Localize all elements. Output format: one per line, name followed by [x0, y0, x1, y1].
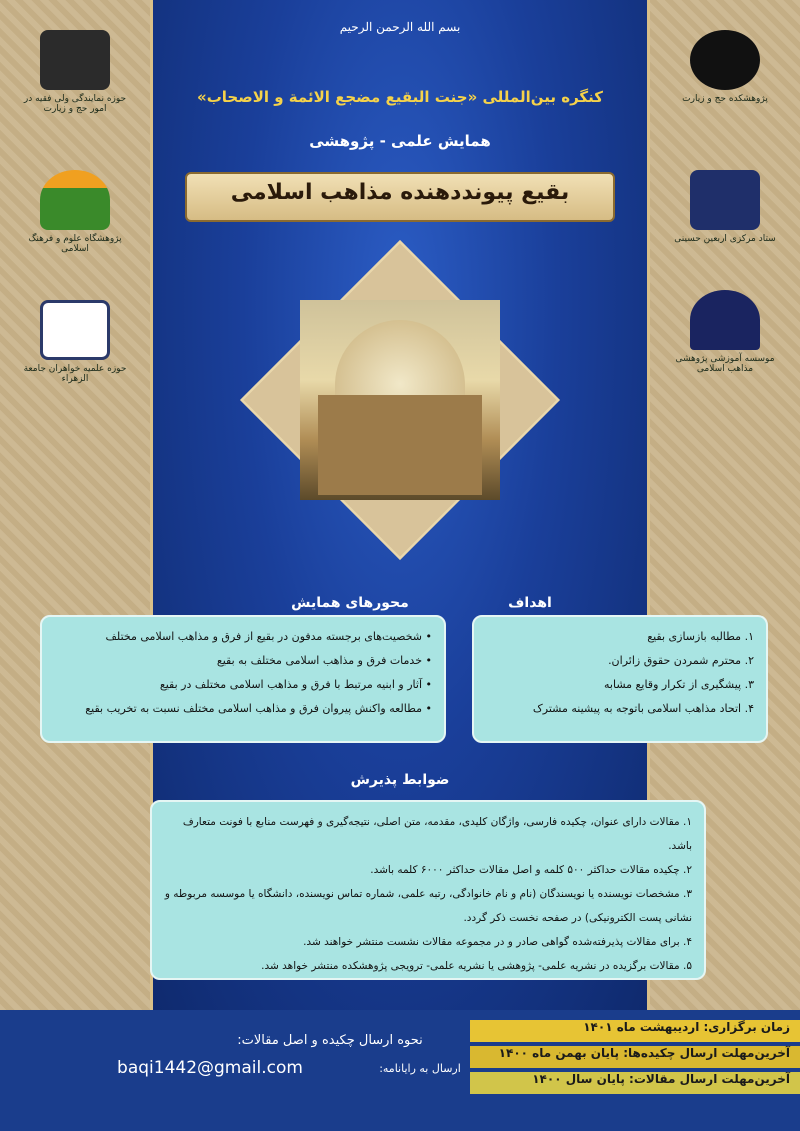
logo-islamic-schools	[670, 290, 780, 390]
condition-item: ۲. چکیده مقالات حداکثر ۵۰۰ کلمه و اصل مقالات حداکثر ۶۰۰۰ کلمه باشد.	[370, 864, 692, 876]
axis-item: • آثار و ابنیه مرتبط با فرق و مذاهب اسلامی مختلف در بقیع	[159, 678, 432, 691]
building-shape	[318, 395, 482, 495]
book-sun-icon	[40, 170, 110, 230]
kaaba-icon	[690, 30, 760, 90]
date-label: آخرین‌مهلت ارسال چکیده‌ها:	[623, 1046, 790, 1060]
goal-item: ۱. مطالبه بازسازی بقیع	[647, 630, 754, 643]
goal-item: ۲. محترم شمردن حقوق زائران.	[608, 654, 754, 667]
axis-item: • شخصیت‌های برجسته مدفون در بقیع از فرق و مذاهب اسلامی مختلف	[105, 630, 432, 643]
date-value: اردیبهشت ماه ۱۴۰۱	[583, 1020, 700, 1034]
date-value: پایان بهمن ماه ۱۴۰۰	[498, 1046, 620, 1060]
logo-hajj-representative	[20, 30, 130, 130]
conditions-heading: ضوابط پذیرش	[350, 772, 450, 788]
date-row-papers	[470, 1072, 800, 1094]
submission-email[interactable]: baqi1442@gmail.com	[117, 1058, 303, 1078]
goals-heading: اهداف	[508, 595, 552, 611]
logo-caption: موسسه آموزشی پژوهشی مذاهب اسلامی	[675, 354, 775, 374]
mosque-icon	[40, 300, 110, 360]
congress-title: کنگره بین‌المللی «جنت البقیع مضجع الائمة و الاصحاب»	[197, 88, 603, 106]
condition-item: ۳. مشخصات نویسنده یا نویسندگان (نام و نام خانوادگی، رتبه علمی، شماره تماس نویسنده، دانشگاه یا موسسه مربوطه و نشانی پست الکترونیکی) در صفحه نخست ذکر گردد.	[164, 888, 692, 924]
logo-caption: حوزه نمایندگی ولی فقیه در امور حج و زیارت	[23, 94, 127, 114]
date-row-event	[470, 1020, 800, 1042]
logo-caption: حوزه علمیه خواهران جامعة الزهراء	[23, 364, 127, 384]
date-label: آخرین‌مهلت ارسال مقالات:	[629, 1072, 790, 1086]
date-row-abstracts	[470, 1046, 800, 1068]
logo-zahra-seminary	[20, 300, 130, 400]
goal-item: ۴. اتحاد مذاهب اسلامی باتوجه به پیشینه مشترک	[532, 702, 754, 715]
conference-subtitle: همایش علمی - پژوهشی	[309, 132, 491, 150]
submission-label: نحوه ارسال چکیده و اصل مقالات:	[237, 1033, 423, 1048]
axis-item: • خدمات فرق و مذاهب اسلامی مختلف به بقیع	[216, 654, 432, 667]
main-title: بقیع پیونددهنده مذاهب اسلامی	[230, 180, 570, 205]
mosque-icon	[690, 290, 760, 350]
logo-arbaeen	[670, 170, 780, 270]
logo-caption: پژوهشگاه علوم و فرهنگ اسلامی	[28, 234, 122, 254]
date-value: پایان سال ۱۴۰۰	[532, 1072, 625, 1086]
axes-box	[40, 615, 446, 743]
goals-box	[472, 615, 768, 743]
logo-research-institute	[20, 170, 130, 270]
axes-heading: محورهای همایش	[291, 595, 409, 611]
date-label: زمان برگزاری:	[703, 1020, 790, 1034]
condition-item: ۵. مقالات برگزیده در نشریه علمی- پژوهشی یا نشریه علمی- ترویجی پژوهشکده منتشر خواهد شد.	[261, 960, 692, 972]
goal-item: ۳. پیشگیری از تکرار وقایع مشابه	[604, 678, 754, 691]
kaaba-icon	[40, 30, 110, 90]
logo-caption: پژوهشکده حج و زیارت	[682, 94, 768, 104]
submission-method: ارسال به رایانامه:	[379, 1062, 461, 1075]
bismillah: بسم الله الرحمن الرحیم	[339, 20, 461, 34]
condition-item: ۴. برای مقالات پذیرفته‌شده گواهی صادر و در مجموعه مقالات نشست منتشر خواهند شد.	[303, 936, 692, 948]
logo-caption: ستاد مرکزی اربعین حسینی	[674, 234, 776, 244]
logo-hajj-research	[670, 30, 780, 130]
calligraphy-icon	[690, 170, 760, 230]
conditions-box	[150, 800, 706, 980]
axis-item: • مطالعه واکنش پیروان فرق و مذاهب اسلامی مختلف نسبت به تخریب بقیع	[85, 702, 432, 715]
condition-item: ۱. مقالات دارای عنوان، چکیده فارسی، واژگان کلیدی، مقدمه، متن اصلی، نتیجه‌گیری و فهرست منابع با فونت متعارف باشد.	[182, 816, 692, 852]
